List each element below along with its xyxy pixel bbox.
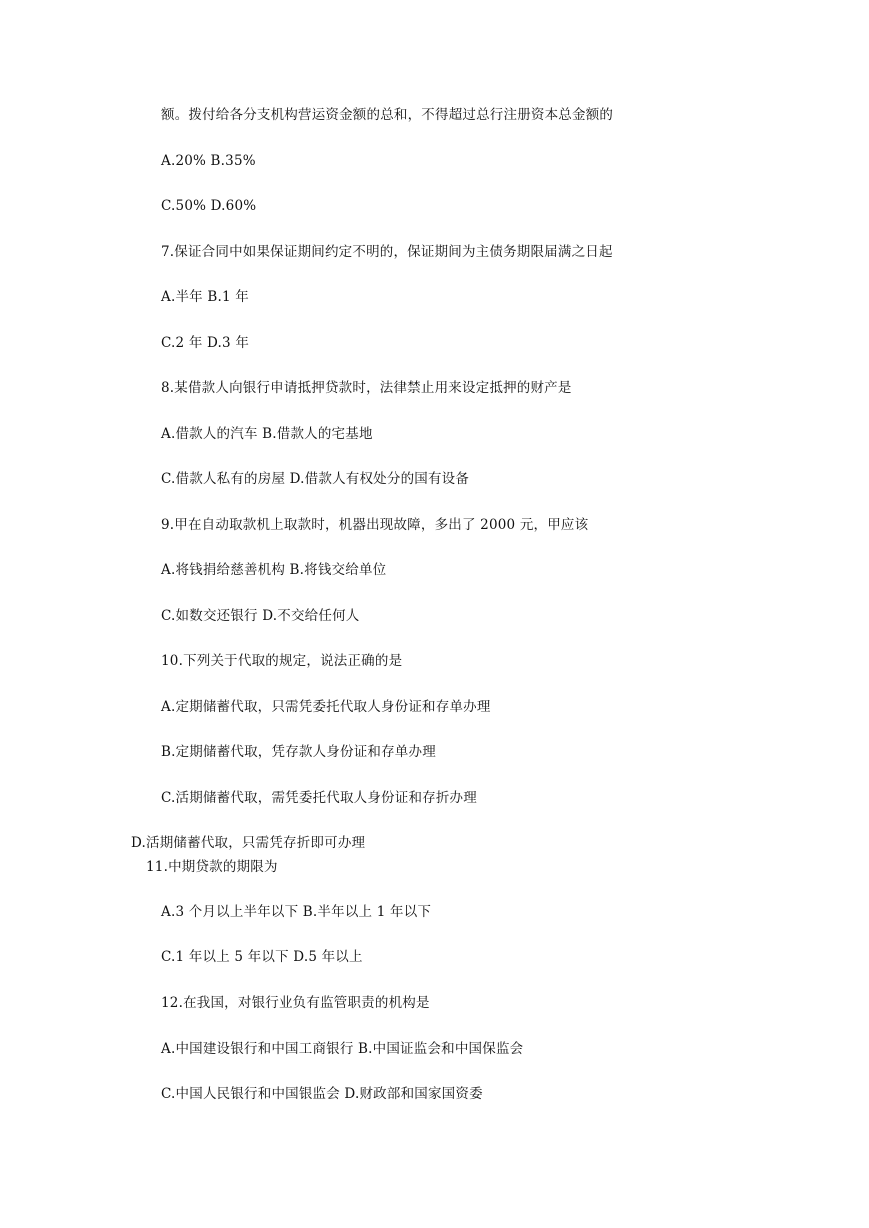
text-line-q10-option-c: C.活期储蓄代取，需凭委托代取人身份证和存折办理 — [161, 790, 477, 806]
text-line-q10-option-a: A.定期储蓄代取，只需凭委托代取人身份证和存单办理 — [161, 699, 491, 715]
text-line-q9-options-cd: C.如数交还银行 D.不交给任何人 — [161, 608, 360, 624]
text-line-q9-stem: 9.甲在自动取款机上取款时，机器出现故障，多出了 2000 元，甲应该 — [161, 517, 589, 533]
text-line-q12-options-cd: C.中国人民银行和中国银监会 D.财政部和国家国资委 — [161, 1086, 483, 1102]
text-line-q8-stem: 8.某借款人向银行申请抵押贷款时，法律禁止用来设定抵押的财产是 — [161, 380, 572, 396]
text-line-q6-stem-end: 额。拨付给各分支机构营运资金额的总和，不得超过总行注册资本总金额的 — [161, 107, 614, 123]
text-line-q11-options-ab: A.3 个月以上半年以下 B.半年以上 1 年以下 — [161, 904, 432, 920]
text-line-q10-option-d: D.活期储蓄代取，只需凭存折即可办理 — [131, 835, 366, 851]
text-line-q7-stem: 7.保证合同中如果保证期间约定不明的，保证期间为主债务期限届满之日起 — [161, 244, 613, 260]
text-line-q11-options-cd: C.1 年以上 5 年以下 D.5 年以上 — [161, 949, 363, 965]
text-line-q8-options-cd: C.借款人私有的房屋 D.借款人有权处分的国有设备 — [161, 471, 470, 487]
text-line-q7-options-ab: A.半年 B.1 年 — [161, 289, 249, 305]
text-line-q7-options-cd: C.2 年 D.3 年 — [161, 335, 250, 351]
text-line-q12-options-ab: A.中国建设银行和中国工商银行 B.中国证监会和中国保监会 — [161, 1041, 524, 1057]
text-line-q10-stem: 10.下列关于代取的规定，说法正确的是 — [161, 653, 403, 669]
text-line-q10-option-b: B.定期储蓄代取，凭存款人身份证和存单办理 — [161, 744, 436, 760]
text-line-q9-options-ab: A.将钱捐给慈善机构 B.将钱交给单位 — [161, 562, 387, 578]
text-line-q12-stem: 12.在我国，对银行业负有监管职责的机构是 — [161, 995, 430, 1011]
text-line-q11-stem: 11.中期贷款的期限为 — [146, 859, 278, 875]
text-line-q6-options-ab: A.20% B.35% — [161, 153, 256, 169]
text-line-q8-options-ab: A.借款人的汽车 B.借款人的宅基地 — [161, 426, 373, 442]
text-line-q6-options-cd: C.50% D.60% — [161, 198, 257, 214]
